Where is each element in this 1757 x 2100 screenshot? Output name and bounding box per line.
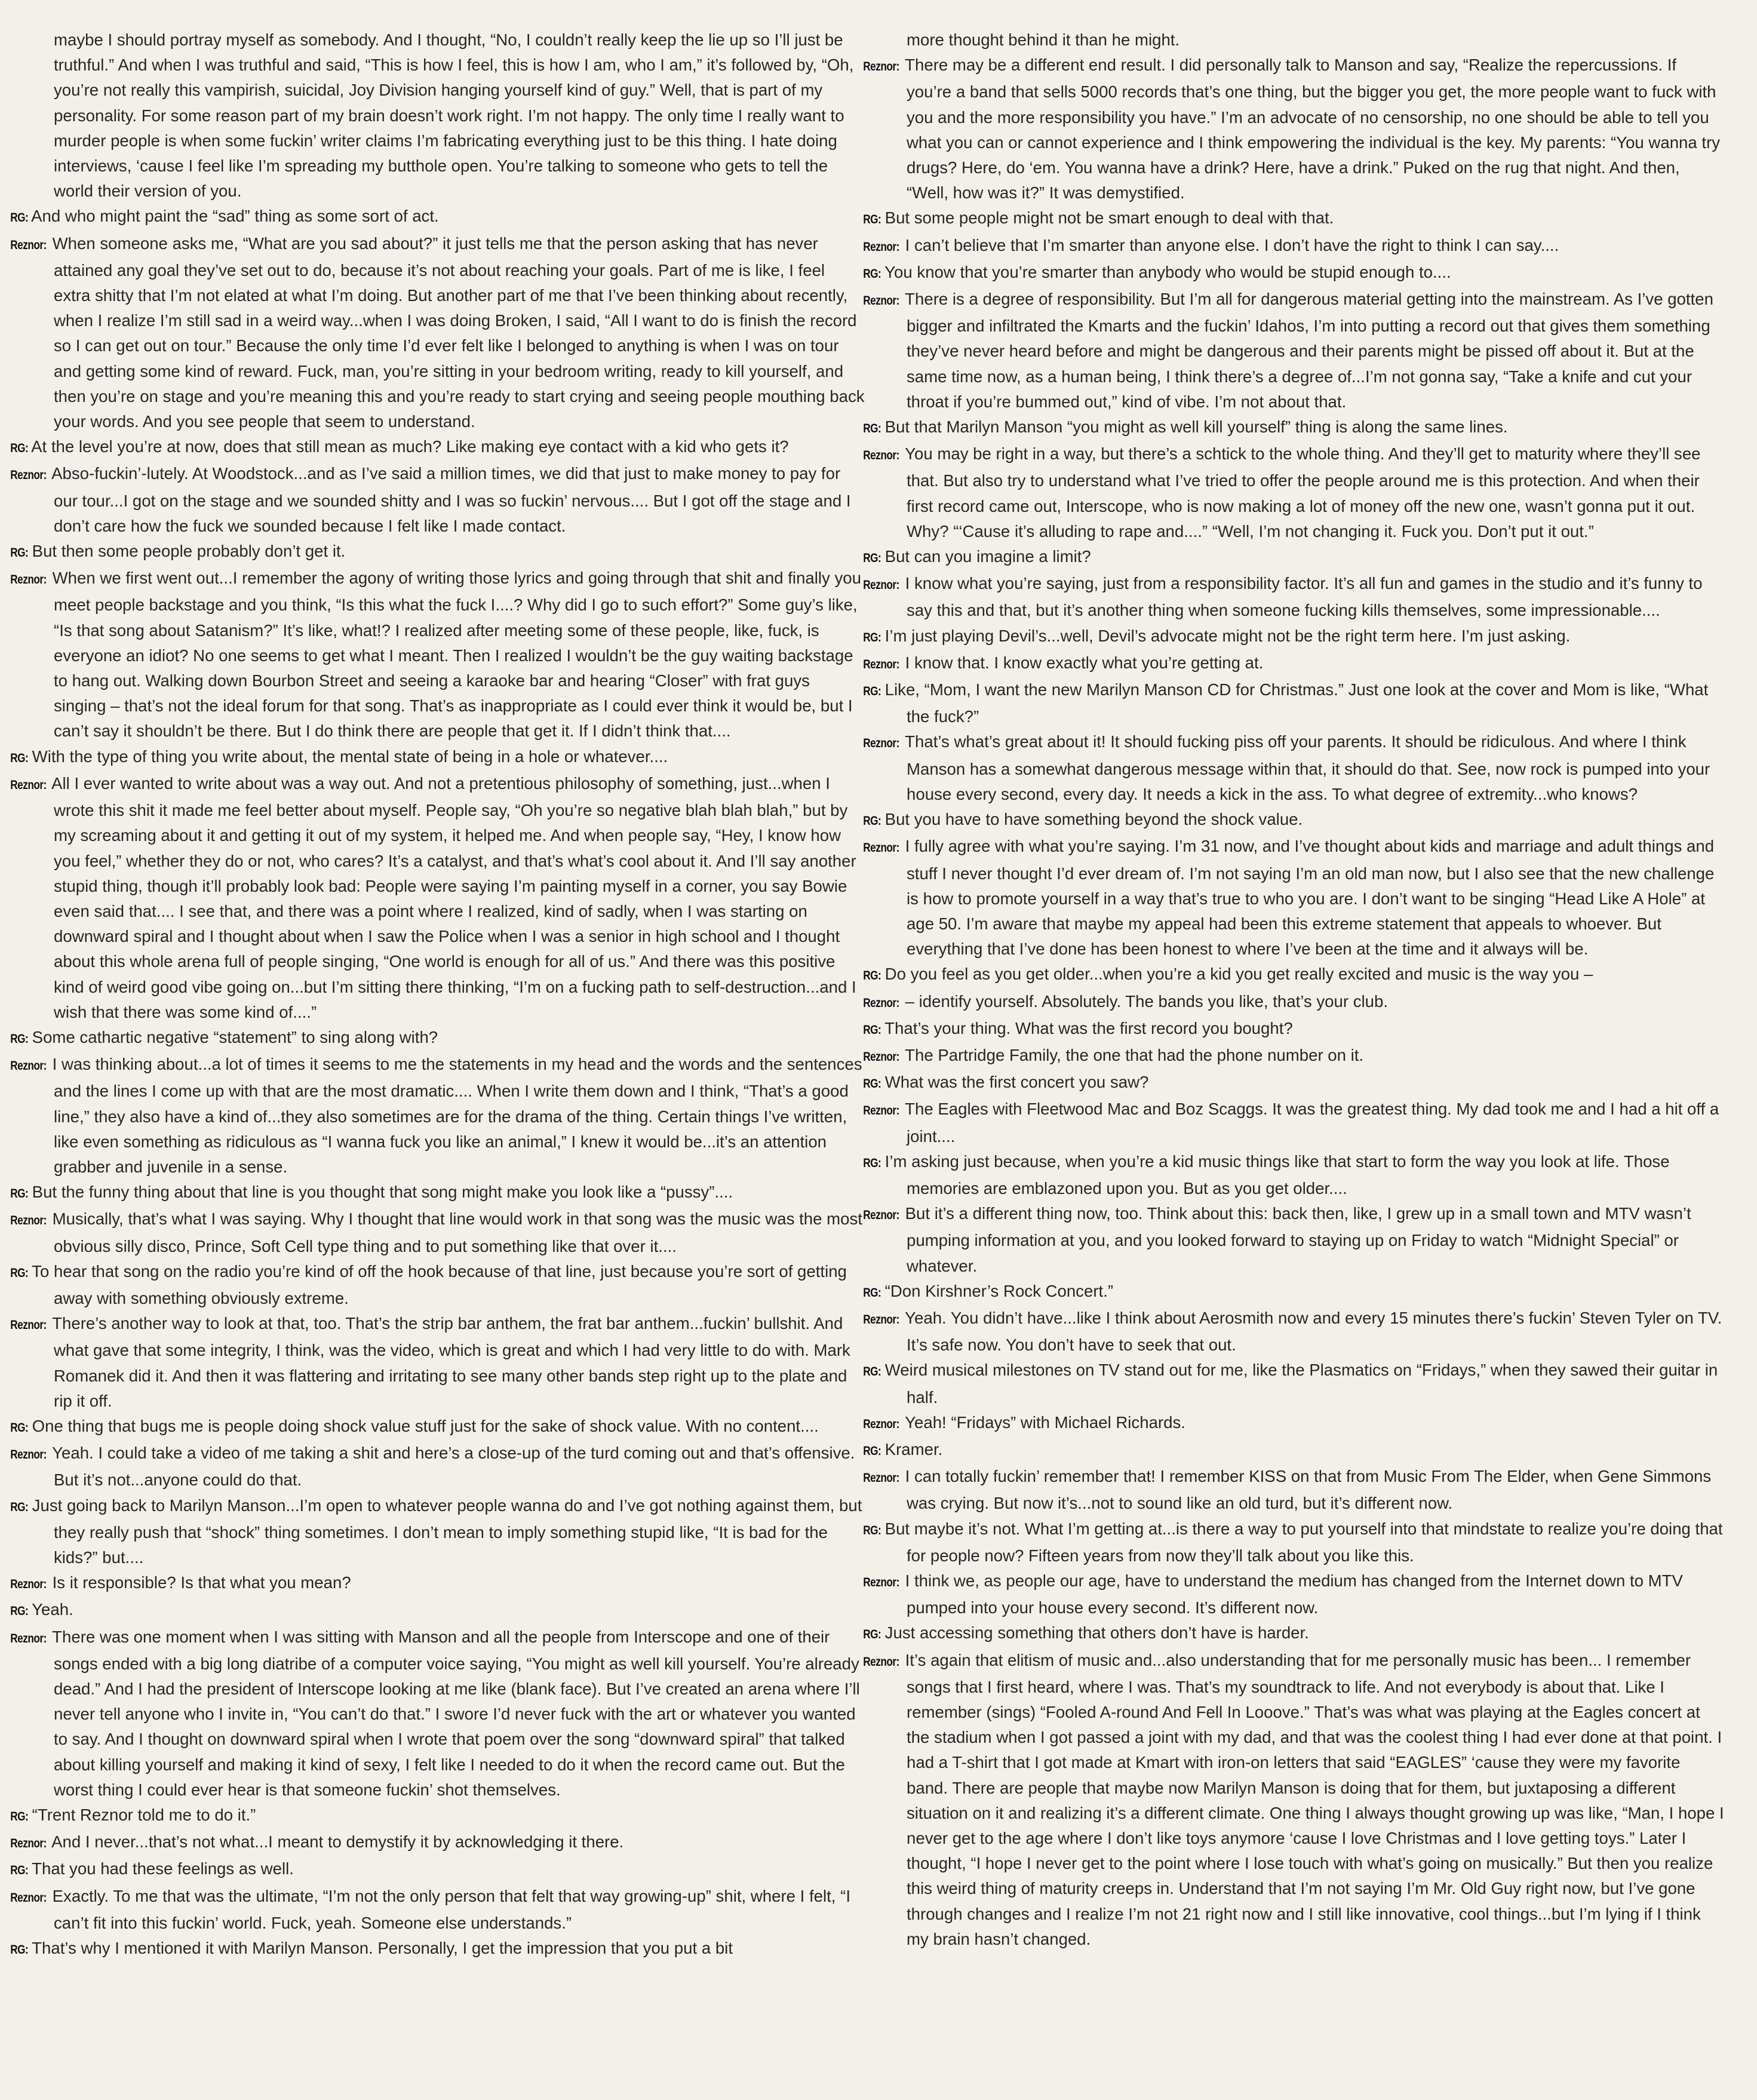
turn-text: But then some people probably don’t get it. xyxy=(32,542,346,561)
interview-turn xyxy=(10,461,866,539)
interview-turn xyxy=(30,27,866,204)
interview-turn xyxy=(10,1311,866,1414)
turn-text: “Don Kirshner’s Rock Concert.” xyxy=(884,1281,1114,1300)
interview-turn xyxy=(10,1570,866,1597)
turn-text: Just accessing something that others don’t have is harder. xyxy=(884,1623,1309,1642)
turn-text: I know that. I know exactly what you’re getting at. xyxy=(905,653,1264,672)
interview-turn: RG: With the type of thing you write about, the mental state of being in a hole or whatever.... xyxy=(10,747,668,766)
turn-text: – identify yourself. Absolutely. The bands you like, that’s your club. xyxy=(905,991,1388,1011)
speaker-label: Reznor: xyxy=(10,1448,47,1462)
speaker-label: Reznor: xyxy=(10,573,47,587)
interview-turn: RG: But maybe it’s not. What I’m getting at...is there a way to put yourself into that mindstate to realize you’re doing that for people now? Fifteen years from now they’ll talk about you like this. xyxy=(863,1519,1723,1565)
interview-turn xyxy=(863,287,1725,415)
interview-turn: RG: That’s your thing. What was the first record you bought? xyxy=(863,1018,1293,1037)
turn-text: When someone asks me, “What are you sad about?” it just tells me that the person asking that has never attained any goal they’ve set out to do, because it’s not about reaching your goals. Part of me is like, I feel extra shitty that I’m not elated at what I’m doing. But another part of me that I’ve been thinking about recently, when I realize I’m still sad in a weird way...when I was doing Broken, I said, “All I want to do is finish the record so I can get out on tour.” Because the only time I’d ever felt like I belonged to anything is when I was on tour and getting some kind of reward. Fuck, man, you’re sitting in your bedroom writing, ready to kill yourself, and then you’re on stage and you’re meaning this and you’re ready to start crying and seeing people mouthing back your words. And you see people that seem to understand. xyxy=(52,234,865,431)
interview-turn: RG: Like, “Mom, I want the new Marilyn Manson CD for Christmas.” Just one look at the cover and Mom is like, “What the fuck?” xyxy=(863,680,1709,726)
speaker-label: Reznor: xyxy=(10,1059,47,1073)
turn-text: That’s your thing. What was the first record you bought? xyxy=(884,1018,1293,1037)
interview-turn: RG: “Trent Reznor told me to do it.” xyxy=(10,1806,256,1825)
turn-text: Some cathartic negative “statement” to sing along with? xyxy=(32,1027,438,1046)
interview-turn xyxy=(10,1884,866,1936)
turn-text: With the type of thing you write about, the mental state of being in a hole or whatever.... xyxy=(32,747,668,766)
turn-text: I can’t believe that I’m smarter than anyone else. I don’t have the right to think I can say.... xyxy=(905,235,1559,254)
turn-text: But can you imagine a limit? xyxy=(884,547,1091,566)
turn-text: I can totally fuckin’ remember that! I remember KISS on that from Music From The Elder, when Gene Simmons was crying. But now it’s...not to sound like an old turd, but it’s different now. xyxy=(905,1467,1712,1513)
interview-turn: RG: But then some people probably don’t get it. xyxy=(10,542,346,561)
speaker-label: Reznor: xyxy=(863,578,899,592)
interview-turn xyxy=(863,441,1725,544)
interview-turn xyxy=(863,53,1725,205)
turn-text: That’s why I mentioned it with Marilyn Manson. Personally, I get the impression that you put a bit xyxy=(32,1939,733,1958)
interview-turn: RG: But you have to have something beyond the shock value. xyxy=(863,810,1303,829)
interview-turn: RG: But that Marilyn Manson “you might as well kill yourself” thing is along the same lines. xyxy=(863,417,1508,437)
turn-text: The Eagles with Fleetwood Mac and Boz Scaggs. It was the greatest thing. My dad took me and I had a hit off a joint.... xyxy=(905,1100,1719,1146)
turn-text: Just going back to Marilyn Manson...I’m open to whatever people wanna do and I’ve got nothing against them, but they really push that “shock” thing sometimes. I don’t mean to imply something stupid like, “It is bad for the kids?” but.... xyxy=(32,1496,862,1567)
speaker-label: Reznor: xyxy=(10,1890,47,1905)
interview-turn xyxy=(10,771,866,1025)
interview-turn xyxy=(863,729,1725,807)
turn-text: I’m asking just because, when you’re a kid music things like that start to form the way you look at life. Those memories are emblazoned upon you. But as you get older.... xyxy=(884,1152,1670,1198)
turn-text: I’m just playing Devil’s...well, Devil’s advocate might not be the right term here. I’m just asking. xyxy=(884,626,1571,645)
speaker-label: Reznor: xyxy=(10,1837,47,1851)
interview-turn xyxy=(10,1625,866,1803)
interview-turn xyxy=(863,1464,1725,1516)
turn-text: But maybe it’s not. What I’m getting at...is there a way to put yourself into that mindstate to realize you’re doing that for people now? Fifteen years from now they’ll talk about you like this. xyxy=(884,1519,1723,1565)
left-column xyxy=(10,27,866,1963)
turn-text: Musically, that’s what I was saying. Why I thought that line would work in that song was the music was the most obvious silly disco, Prince, Soft Cell type thing and to put something like that over it.... xyxy=(52,1209,862,1255)
interview-turn xyxy=(10,231,866,435)
interview-turn: RG: Just accessing something that others don’t have is harder. xyxy=(863,1623,1309,1642)
turn-text: I know what you’re saying, just from a responsibility factor. It’s all fun and games in the studio and it’s funny to say this and that, but it’s another thing when someone fucking kills themselves, some impressionable.... xyxy=(905,574,1703,620)
turn-text: You may be right in a way, but there’s a schtick to the whole thing. And they’ll get to maturity where they’ll see that. But also try to understand what I’ve tried to offer the people around me is this protection. And when their first record came out, Interscope, who is now making a lot of money off the new one, wasn’t gonna put it out. Why? “‘Cause it’s alluding to rape and....” “Well, I’m not changing it. Fuck you. Don’t put it out.” xyxy=(905,444,1701,541)
speaker-label: Reznor: xyxy=(863,449,899,463)
interview-turn xyxy=(863,571,1725,623)
interview-turn: RG: One thing that bugs me is people doing shock value stuff just for the sake of shock value. With no content.... xyxy=(10,1416,819,1435)
interview-turn: RG: You know that you’re smarter than anybody who would be stupid enough to.... xyxy=(863,262,1451,281)
speaker-label: Reznor: xyxy=(10,1318,47,1333)
turn-text: But you have to have something beyond the shock value. xyxy=(884,810,1303,829)
speaker-label: Reznor: xyxy=(863,240,899,254)
turn-text: There was one moment when I was sitting with Manson and all the people from Interscope and one of their songs ended with a big long diatribe of a computer voice saying, “You might as well kill yourself. You’re already dead.” And I had the president of Interscope looking at me like (blank face). But I’ve created an arena where I’ll never tell anyone who I invite in, “You can’t do that.” I swore I’d never fuck with the art or whatever you wanted to say. And I thought on downward spiral when I wrote that poem over the song “downward spiral” that talked about killing yourself and making it kind of sexy, I felt like I needed to do it when the record came out. But the worst thing I could ever hear is that someone fuckin’ shot themselves. xyxy=(52,1627,860,1799)
speaker-label: Reznor: xyxy=(863,1575,899,1589)
speaker-label: Reznor: xyxy=(863,1104,899,1118)
turn-text: To hear that song on the radio you’re kind of off the hook because of that line, just because you’re sort of getting away with something obviously extreme. xyxy=(32,1261,847,1307)
interview-turn xyxy=(10,566,866,744)
turn-text: There may be a different end result. I did personally talk to Manson and say, “Realize the repercussions. If you’re a band that sells 5000 records that’s one thing, but the bigger you get, the more people want to fuck with you and the more responsibility you have.” I’m an advocate of no censorship, no one should be able to tell you what you can or cannot experience and I think empowering the individual is the key. My parents: “You wanna try drugs? Here, do ‘em. You wanna have a drink? Here, have a drink.” Puked on the rug that night. And then, “Well, how was it?” It was demystified. xyxy=(905,56,1721,202)
turn-text: Yeah. xyxy=(32,1600,73,1619)
turn-text: But the funny thing about that line is you thought that song might make you look like a “pussy”.... xyxy=(32,1183,733,1202)
turn-text: I was thinking about...a lot of times it seems to me the statements in my head and the words and the sentences and the lines I come up with that are the most dramatic.... When I write them down and I think, “That’s a good line,” they also have a kind of...they also sometimes are for the drama of the thing. Certain things I’ve written, like even something as ridiculous as “I wanna fuck you like an animal,” I knew it would be...it’s an attention grabber and juvenile in a sense. xyxy=(52,1055,862,1176)
interview-turn: RG: At the level you’re at now, does that still mean as much? Like making eye contact with a kid who gets it? xyxy=(10,437,789,456)
speaker-label: Reznor: xyxy=(863,1049,899,1064)
turn-text: Do you feel as you get older...when you’re a kid you get really excited and music is the way you – xyxy=(884,965,1593,984)
speaker-label: Reznor: xyxy=(10,1577,47,1592)
interview-turn: RG: That’s why I mentioned it with Marilyn Manson. Personally, I get the impression that you put a bit xyxy=(10,1939,733,1958)
interview-turn: RG: Weird musical milestones on TV stand out for me, like the Plasmatics on “Fridays,” when they sawed their guitar in half. xyxy=(863,1361,1718,1407)
turn-text: That you had these feelings as well. xyxy=(32,1859,294,1878)
turn-text: The Partridge Family, the one that had the phone number on it. xyxy=(905,1045,1364,1064)
speaker-label: Reznor: xyxy=(863,1471,899,1485)
interview-turn xyxy=(863,233,1725,260)
interview-turn xyxy=(863,834,1725,962)
interview-turn: RG: “Don Kirshner’s Rock Concert.” xyxy=(863,1281,1114,1300)
turn-text: What was the first concert you saw? xyxy=(884,1073,1149,1092)
interview-turn xyxy=(10,1206,866,1258)
turn-text: Kramer. xyxy=(884,1439,943,1459)
interview-turn xyxy=(863,1410,1725,1437)
speaker-label: Reznor: xyxy=(10,468,47,483)
interview-turn xyxy=(863,1306,1725,1358)
interview-turn xyxy=(883,27,1725,53)
right-column xyxy=(863,27,1725,1952)
turn-text: There is a degree of responsibility. But I’m all for dangerous material getting into the mainstream. As I’ve gotten bigger and infiltrated the Kmarts and the fuckin’ Idahos, I’m into putting a record out that gives them something they’ve never heard before and might be dangerous and their parents might be pissed off about it. But at the same time now, as a human being, I think there’s a degree of...I’m not gonna say, “Take a knife and cut your throat if you’re bummed out,” kind of vibe. I’m not about that. xyxy=(905,290,1713,411)
interview-turn xyxy=(10,1829,866,1856)
interview-turn xyxy=(863,650,1725,677)
turn-text: I fully agree with what you’re saying. I’m 31 now, and I’ve thought about kids and marriage and adult things and stuff I never thought I’d ever dream of. I’m not saying I’m an old man now, but I also see that the new challenge is how to promote yourself in a way that’s true to who you are. I don’t want to be singing “Head Like A Hole” at age 50. I’m aware that maybe my appeal had been this extreme statement that appeals to whoever. But everything that I’ve done has been honest to where I’ve been at the time and it always will be. xyxy=(905,837,1715,959)
speaker-label: Reznor: xyxy=(863,1312,899,1327)
interview-turn xyxy=(863,1201,1725,1279)
speaker-label: Reznor: xyxy=(10,1214,47,1228)
turn-text: Yeah. You didn’t have...like I think about Aerosmith now and every 15 minutes there’s fuckin’ Steven Tyler on TV. It’s safe now. You don’t have to seek that out. xyxy=(905,1308,1722,1355)
interview-turn xyxy=(863,989,1725,1016)
interview-turn: RG: What was the first concert you saw? xyxy=(863,1073,1149,1092)
turn-text: Like, “Mom, I want the new Marilyn Manson CD for Christmas.” Just one look at the cover and Mom is like, “What the fuck?” xyxy=(884,680,1709,726)
turn-text: “Trent Reznor told me to do it.” xyxy=(32,1806,256,1825)
speaker-label: Reznor: xyxy=(863,1417,899,1431)
speaker-label: Reznor: xyxy=(863,736,899,751)
interview-turn: RG: But the funny thing about that line is you thought that song might make you look like a “pussy”.... xyxy=(10,1183,733,1202)
interview-turn xyxy=(10,1052,866,1180)
turn-text: At the level you’re at now, does that still mean as much? Like making eye contact with a kid who gets it? xyxy=(31,437,789,456)
turn-text: That’s what’s great about it! It should fucking piss off your parents. It should be ridiculous. And where I think Manson has a somewhat dangerous message within that, it should do that. See, now rock is pumped into your house every second, every day. It needs a kick in the ass. To what degree of extremity...who knows? xyxy=(905,732,1710,803)
interview-turn: RG: Some cathartic negative “statement” to sing along with? xyxy=(10,1027,438,1046)
turn-text: When we first went out...I remember the agony of writing those lyrics and going through that shit and finally you meet people backstage and you think, “Is this what the fuck I....? Why did I go to such effort?” Some guy’s like, “Is that song about Satanism?” It’s like, what!? I realized after meeting some of these people, like, fuck, is everyone an idiot? No one seems to get what I meant. Then I realized I wouldn’t be the guy waiting backstage to hang out. Walking down Bourbon Street and seeing a karaoke bar and hearing “Closer” with frat guys singing – that’s not the ideal forum for that song. That’s as inappropriate as I could ever think it would be, but I can’t say it shouldn’t be there. But I do think there are people that get it. If I didn’t think that.... xyxy=(52,569,861,741)
turn-text: Yeah! “Fridays” with Michael Richards. xyxy=(905,1413,1185,1432)
interview-turn xyxy=(863,1043,1725,1070)
interview-turn: RG: I’m asking just because, when you’re a kid music things like that start to form the way you look at life. Those memories are emblazoned upon you. But as you get older.... xyxy=(863,1152,1670,1198)
turn-text: Yeah. I could take a video of me taking a shit and here’s a close-up of the turd coming out and that’s offensive. But it’s not...anyone could do that. xyxy=(52,1444,855,1490)
turn-text: It’s again that elitism of music and...also understanding that for me personally music has been... I remember songs that I first heard, where I was. That’s my soundtrack to life. And not everybody is about that. Like I remember (sings) “Fooled A-round And Fell In Looove.” That’s was what was playing at the Eagles concert at the stadium when I got passed a joint with my dad, and that was the coolest thing I had ever done at that point. I had a T-shirt that I got made at Kmart with iron-on letters that said “EAGLES” ‘cause they were my favorite band. There are people that maybe now Marilyn Manson is doing that for them, but juxtaposing a different situation on it and realizing it’s a different climate. One thing I always thought growing up was like, “Man, I hope I never get to the age where I don’t like toys anymore ‘cause I love Christmas and I love getting toys.” Later I thought, “I hope I never get to the point where I lose touch with what’s going on musically.” But then you realize this weird thing of maturity creeps in. Understand that I’m not saying I’m Mr. Old Guy right now, but I’ve gone through changes and I realize I’m not 21 right now and I still like innovative, cool things...but I’m lying if I think my brain hasn’t changed. xyxy=(905,1650,1724,1948)
interview-turn: RG: Kramer. xyxy=(863,1439,943,1459)
speaker-label: Reznor: xyxy=(863,657,899,671)
interview-turn: RG: I’m just playing Devil’s...well, Devil’s advocate might not be the right term here. I’m just asking. xyxy=(863,626,1571,645)
speaker-label: Reznor: xyxy=(863,996,899,1010)
interview-turn: RG: Just going back to Marilyn Manson...I’m open to whatever people wanna do and I’ve got nothing against them, but they really push that “shock” thing sometimes. I don’t mean to imply something stupid like, “It is bad for the kids?” but.... xyxy=(10,1496,862,1567)
turn-text: maybe I should portray myself as somebody. And I thought, “No, I couldn’t really keep the lie up so I’ll just be truthful.” And when I was truthful and said, “This is how I feel, this is how I am, who I am,” it’s followed by, “Oh, you’re not really this vampirish, suicidal, Joy Division hanging yourself kind of guy.” Well, that is part of my personality. For some reason part of my brain doesn’t work right. I’m not happy. The only time I really want to murder people is when some fuckin’ writer claims I’m fabricating everything just to be this thing. I hate doing interviews, ‘cause I feel like I’m spreading my butthole open. You’re talking to someone who gets to tell the world their version of you. xyxy=(54,30,854,201)
turn-text: Is it responsible? Is that what you mean? xyxy=(52,1573,351,1592)
turn-text: But some people might not be smart enough to deal with that. xyxy=(884,208,1334,228)
turn-text: But it’s a different thing now, too. Think about this: back then, like, I grew up in a small town and MTV wasn’t pumping information at you, and you looked forward to staying up on Friday to watch “Midnight Special” or whatever. xyxy=(905,1204,1691,1275)
turn-text: Weird musical milestones on TV stand out for me, like the Plasmatics on “Fridays,” when they sawed their guitar in half. xyxy=(884,1361,1718,1407)
speaker-label: Reznor: xyxy=(863,60,899,74)
speaker-label: Reznor: xyxy=(863,841,899,855)
turn-text: And who might paint the “sad” thing as some sort of act. xyxy=(31,207,439,226)
turn-text: You know that you’re smarter than anybody who would be stupid enough to.... xyxy=(884,262,1451,281)
interview-turn: RG: Yeah. xyxy=(10,1600,73,1619)
speaker-label: Reznor: xyxy=(863,1208,899,1223)
speaker-label: Reznor: xyxy=(863,294,899,308)
interview-turn xyxy=(863,1568,1725,1620)
interview-turn: RG: That you had these feelings as well. xyxy=(10,1859,294,1878)
interview-turn xyxy=(863,1097,1725,1149)
interview-turn: RG: Do you feel as you get older...when you’re a kid you get really excited and music is the way you – xyxy=(863,965,1593,984)
interview-turn xyxy=(10,1441,866,1493)
turn-text: more thought behind it than he might. xyxy=(907,30,1180,49)
speaker-label: Reznor: xyxy=(10,778,47,792)
turn-text: But that Marilyn Manson “you might as well kill yourself” thing is along the same lines. xyxy=(884,417,1508,437)
speaker-label: Reznor: xyxy=(10,238,47,252)
interview-turn xyxy=(863,1648,1725,1952)
interview-turn: RG: And who might paint the “sad” thing as some sort of act. xyxy=(10,207,439,226)
interview-turn: RG: But can you imagine a limit? xyxy=(863,547,1091,566)
turn-text: One thing that bugs me is people doing shock value stuff just for the sake of shock value. With no content.... xyxy=(32,1416,819,1435)
turn-text: I think we, as people our age, have to understand the medium has changed from the Internet down to MTV pumped into your house every second. It’s different now. xyxy=(905,1571,1683,1617)
interview-turn: RG: To hear that song on the radio you’re kind of off the hook because of that line, just because you’re sort of getting away with something obviously extreme. xyxy=(10,1261,847,1307)
speaker-label: Reznor: xyxy=(10,1631,47,1645)
turn-text: Exactly. To me that was the ultimate, “I’m not the only person that felt that way growing-up” shit, where I felt, “I can’t fit into this fuckin’ world. Fuck, yeah. Someone else understands.” xyxy=(52,1886,850,1932)
turn-text: Abso-fuckin’-lutely. At Woodstock...and as I’ve said a million times, we did that just to make money to pay for our tour...I got on the stage and we sounded shitty and I was so fuckin’ nervous.... But I got off the stage and I don’t care how the fuck we sounded because I felt like I made contact. xyxy=(51,464,851,535)
speaker-label: Reznor: xyxy=(863,1654,899,1669)
turn-text: And I never...that’s not what...I meant to demystify it by acknowledging it there. xyxy=(51,1832,624,1852)
turn-text: There’s another way to look at that, too. That’s the strip bar anthem, the frat bar anthem...fuckin’ bullshit. And what gave that some integrity, I think, was the video, which is great and which I had very little to do with. Mark Romanek did it. And then it was flattering and irritating to see many other bands step right up to the plate and rip it off. xyxy=(52,1314,850,1410)
turn-text: All I ever wanted to write about was a way out. And not a pretentious philosophy of something, just...when I wrote this shit it made me feel better about myself. People say, “Oh you’re so negative blah blah blah,” but by my screaming about it and getting it out of my system, it helped me. And when people say, “Hey, I know how you feel,” whether they do or not, who cares? It’s a catalyst, and that’s what’s cool about it. And I’ll say another stupid thing, though it’ll probably look bad: People were saying I’m painting myself in a corner, you say Bowie even said that.... I see that, and there was a point where I realized, kind of sadly, when I was starting on downward spiral and I thought about when I saw the Police when I was a senior in high school and I thought about this whole arena full of people singing, “One world is enough for all of us.” And there was this positive kind of weird good vibe going on...but I’m sitting there thinking, “I’m on a fucking path to self-destruction...and I wish that there was some kind of....” xyxy=(51,773,856,1021)
interview-turn: RG: But some people might not be smart enough to deal with that. xyxy=(863,208,1334,228)
